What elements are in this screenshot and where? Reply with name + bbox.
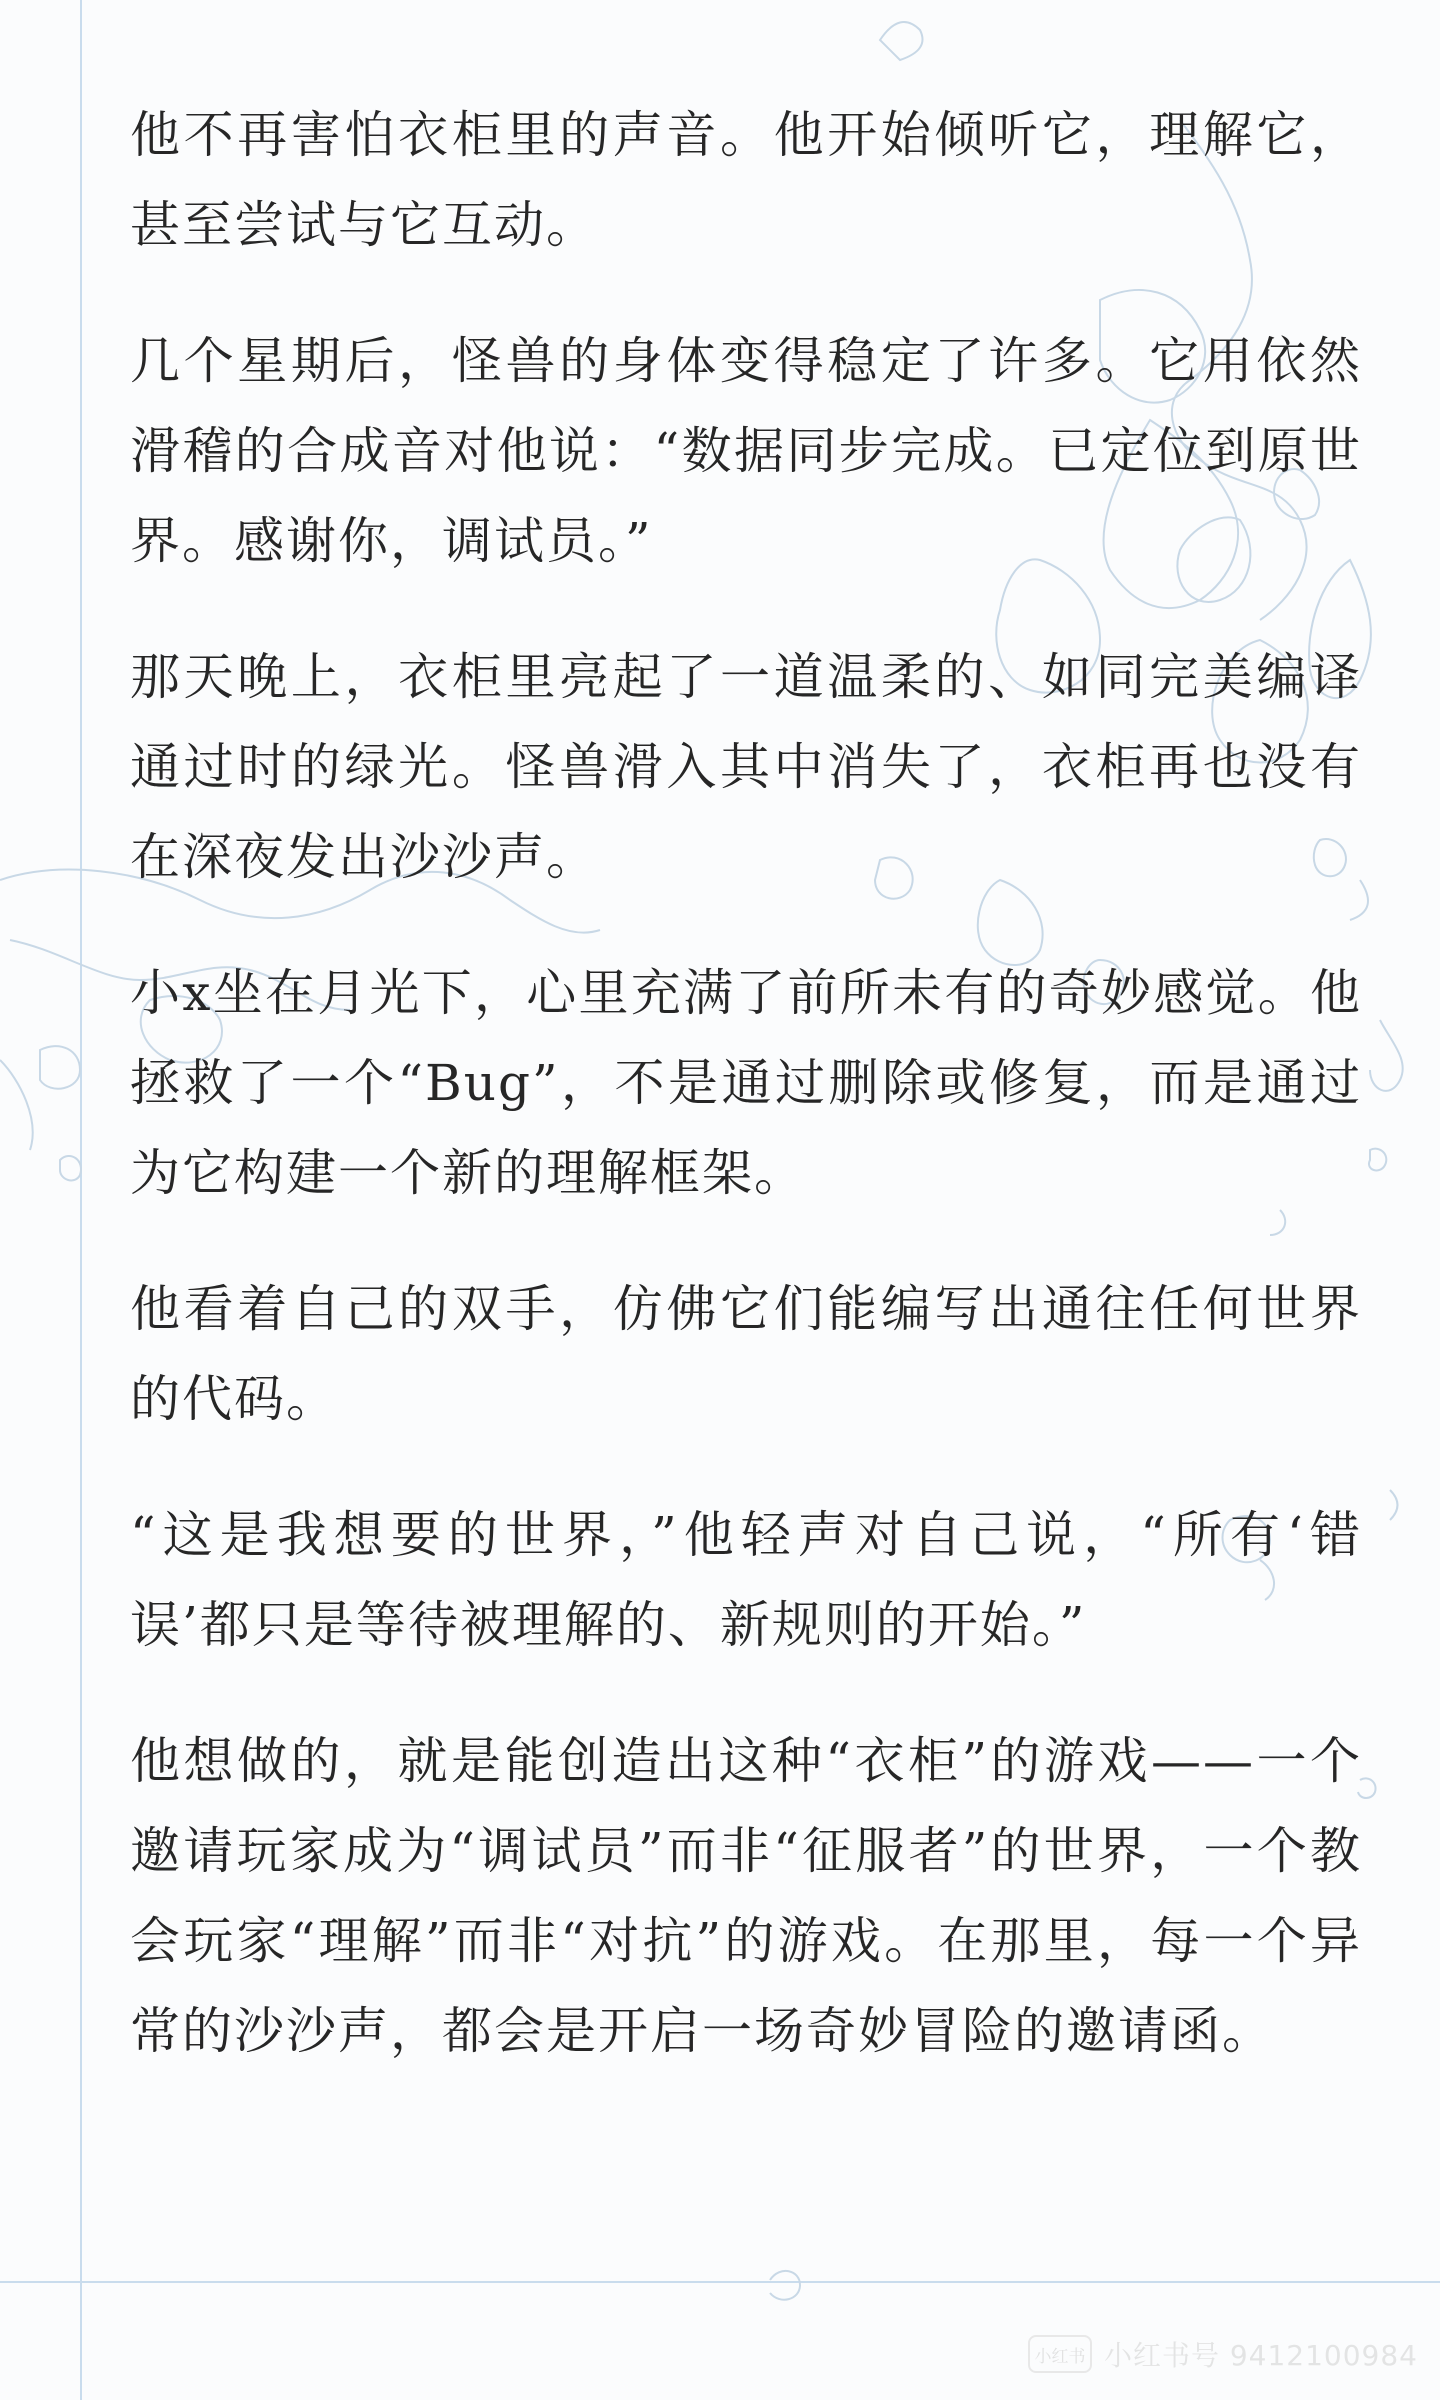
watermark-account-id: 小红书号 9412100984 [1103, 2339, 1418, 2372]
paragraph-2: 几个星期后，怪兽的身体变得稳定了许多。它用依然滑稽的合成音对他说：“数据同步完成。已定位到原世界。感谢你，调试员。” [130, 332, 1362, 570]
paragraph-1: 他不再害怕衣柜里的声音。他开始倾听它，理解它，甚至尝试与它互动。 [130, 106, 1362, 254]
article-body [130, 90, 1362, 2122]
bottom-rule-line [0, 2281, 1440, 2283]
margin-rule-line [80, 0, 82, 2400]
paragraph-3: 那天晚上，衣柜里亮起了一道温柔的、如同完美编译通过时的绿光。怪兽滑入其中消失了，衣柜再也没有在深夜发出沙沙声。 [130, 648, 1362, 886]
paragraph-7: 他想做的，就是能创造出这种“衣柜”的游戏——一个邀请玩家成为“调试员”而非“征服者”的世界，一个教会玩家“理解”而非“对抗”的游戏。在那里，每一个异常的沙沙声，都会是开启一场奇妙冒险的邀请函。 [130, 1732, 1362, 2060]
xiaohongshu-watermark [1028, 2334, 1418, 2374]
paragraph-5: 他看着自己的双手，仿佛它们能编写出通往任何世界的代码。 [130, 1280, 1362, 1428]
xiaohongshu-logo-icon: 小红书 [1028, 2335, 1092, 2373]
paragraph-6: “这是我想要的世界，”他轻声对自己说，“所有‘错误’都只是等待被理解的、新规则的开始。” [130, 1506, 1362, 1654]
paragraph-4: 小x坐在月光下，心里充满了前所未有的奇妙感觉。他拯救了一个“Bug”，不是通过删除或修复，而是通过为它构建一个新的理解框架。 [130, 964, 1362, 1202]
